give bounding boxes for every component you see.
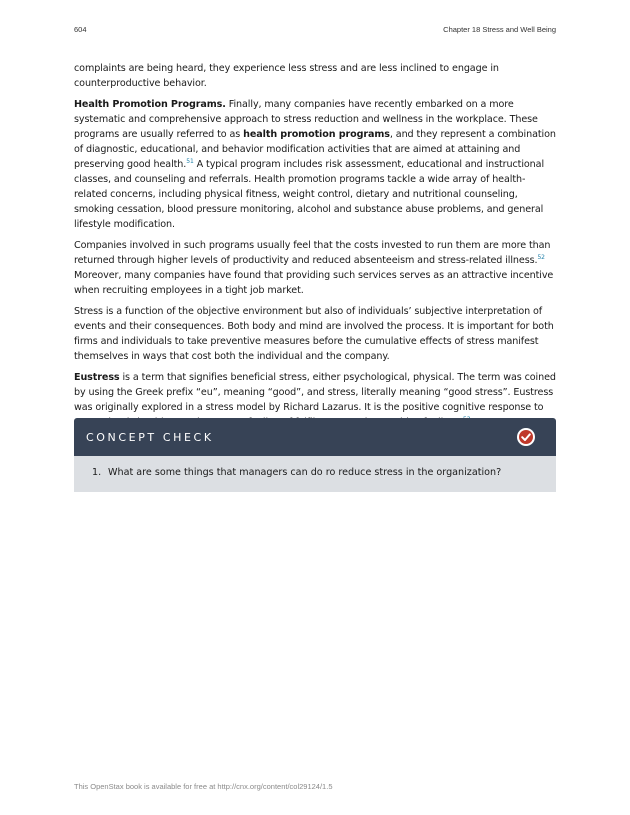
- page-number: 604: [74, 25, 87, 34]
- concept-check-title: CONCEPT CHECK: [86, 431, 214, 444]
- paragraph-companies: [74, 238, 556, 298]
- section-heading: Health Promotion Programs.: [74, 99, 226, 110]
- concept-check-box: [74, 418, 556, 492]
- question-text: What are some things that managers can do ro reduce stress in the organization?: [108, 467, 502, 478]
- key-term: health promotion programs: [243, 129, 390, 140]
- footnote-ref[interactable]: 51: [186, 158, 194, 165]
- page-footer: This OpenStax book is available for free at http://cnx.org/content/col29124/1.5: [74, 782, 333, 791]
- body-text: [74, 61, 556, 436]
- paragraph-text: Stress is a function of the objective environment but also of individuals’ subjective interpretation of events and their consequences. Both body and mind are involved the process. It is important for both firms and individuals to take preventive measures before the cumulative effects of stress manifest themselves in ways that cost both the individual and the company.: [74, 306, 554, 362]
- page-header: [74, 25, 556, 37]
- list-item: [92, 467, 501, 478]
- paragraph-text: , and they represent a combination of diagnostic, educational, and behavior modification activities that are aimed at attaining and preserving good health.: [74, 129, 556, 170]
- paragraph-health-promotion: [74, 97, 556, 232]
- concept-check-header: [74, 418, 556, 456]
- paragraph-text: is a term that signifies beneficial stress, either psychological, physical. The term was coined by using the Greek prefix “eu”, meaning “good”, and stress, literally meaning “good stress”. Eustress was originally explored in a stress model by Richard Lazarus. It is the positive cognitive response to: [74, 372, 556, 413]
- paragraph-stress-function: [74, 304, 556, 364]
- concept-check-body: [74, 456, 556, 492]
- paragraph-text: Moreover, many companies have found that providing such services serves as an attractive incentive when recruiting employees in a tight job market.: [74, 270, 554, 296]
- checkmark-icon: [517, 428, 535, 446]
- footnote-ref[interactable]: 52: [537, 254, 545, 261]
- paragraph-1: [74, 61, 556, 91]
- chapter-title: Chapter 18 Stress and Well Being: [443, 25, 556, 34]
- paragraph-text: Companies involved in such programs usually feel that the costs invested to run them are more than returned through higher levels of productivity and reduced absenteeism and stress-related illness.: [74, 240, 551, 266]
- paragraph-text: A typical program includes risk assessment, educational and instructional classes, and counseling and referrals. Health promotion programs tackle a wide array of health-related concerns, including physical fitness, weight control, dietary and nutritional counseling, smoking cessation, blood pressure monitoring, alcohol and substance abuse problems, and general lifestyle modification.: [74, 159, 545, 230]
- paragraph-text: complaints are being heard, they experience less stress and are less inclined to engage in counterproductive behavior.: [74, 63, 499, 89]
- item-number: 1.: [92, 467, 102, 478]
- key-term: Eustress: [74, 372, 120, 383]
- paragraph-text: Finally, many companies have recently embarked on a more systematic and comprehensive approach to stress reduction and wellness in the workplace. These programs are usually referred to as: [74, 99, 538, 140]
